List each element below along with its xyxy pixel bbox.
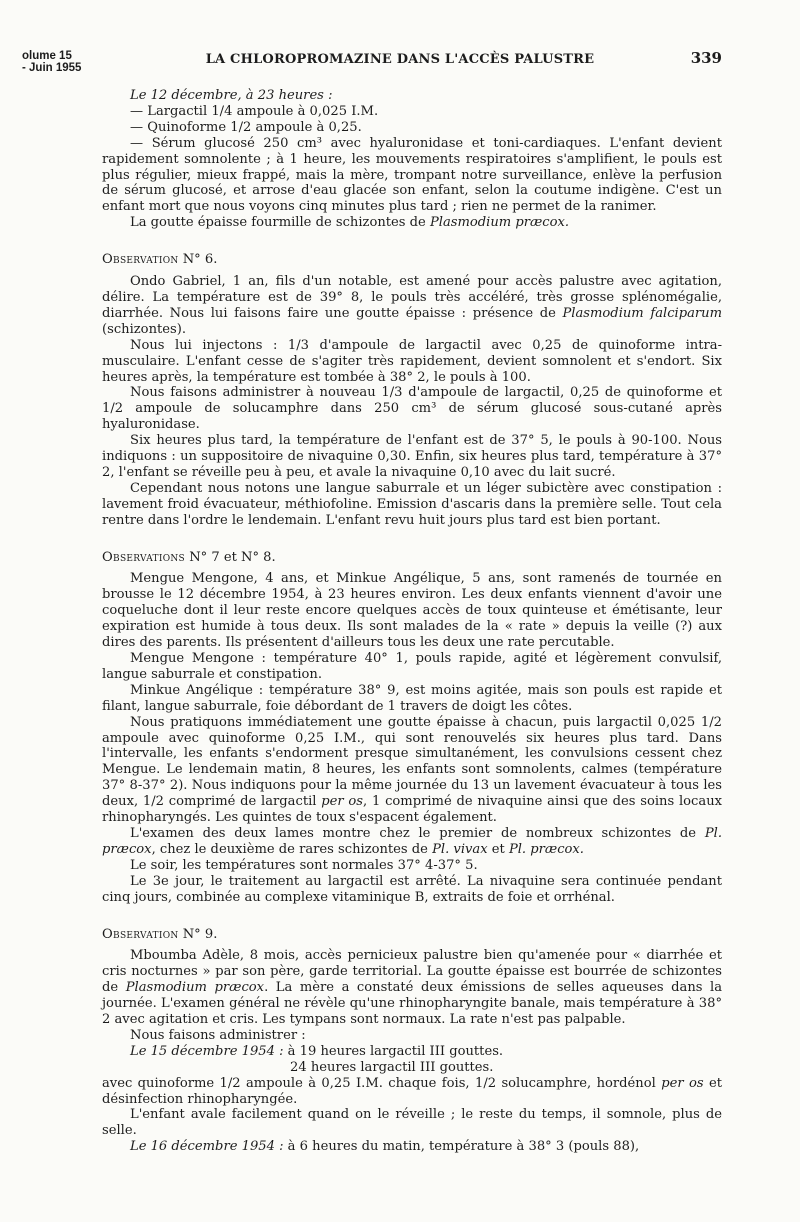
treatment-item: — Quinoforme 1/2 ampoule à 0,25.	[130, 119, 362, 135]
treatment-item: — Sérum glucosé 250 cm³ avec hyaluronidase et toni-cardiaques. L'enfant devient rapidement somnolente ; à 1 heure, les mouvements respiratoires s'amplifient, le pouls est plus régulier, mieux frappé, mais la mère, trompant notre surveillance, enlève la perfusion de sérum glucosé, et arrose d'eau glacée son enfant, selon la coutume indigène. C'est un enfant mort que nous voyons cinq minutes plus tard ; rien ne permet de la ranimer.	[102, 135, 722, 215]
paragraph: Mengue Mengone : température 40° 1, pouls rapide, agité et légèrement convulsif, langue saburrale et constipation.	[102, 651, 722, 682]
dose-line: Le 15 décembre 1954 : à 19 heures largactil III gouttes.	[130, 1043, 504, 1059]
observation-heading: Observation N° 9.	[102, 926, 218, 942]
paragraph: L'enfant avale facilement quand on le réveille ; le reste du temps, il somnole, plus de selle.	[102, 1107, 722, 1139]
paragraph: Mengue Mengone, 4 ans, et Minkue Angélique, 5 ans, sont ramenés de tournée en brousse le 12 décembre 1954, à 23 heures environ. Les deux enfants viennent d'avoir une coqueluche dont il leur reste encore quelques accès de toux quinteuse et émétisante, leur expiration est humide à tous deux. Ils sont malades de la « rate » depuis la veille (?) aux dires des parents. Ils présentent d'ailleurs tous les deux une rate percutable.	[102, 571, 722, 651]
species-name: Pl. præcox	[102, 825, 722, 857]
species-name: Pl. vivax	[432, 841, 488, 857]
paragraph: Six heures plus tard, la température de l'enfant est de 37° 5, le pouls à 90-100. Nous indiquons : un suppositoire de nivaquine 0,30. Enfin, six heures plus tard, température à 37° 2, l'enfant se réveille peu à peu, et avale la nivaquine 0,10 avec du lait sucré.	[102, 433, 722, 480]
date-line: Le 12 décembre, à 23 heures :	[130, 88, 333, 103]
paragraph: L'examen des deux lames montre chez le premier de nombreux schizontes de Pl. præcox, chez le deuxième de rares schizontes de Pl. vivax et Pl. præcox.	[102, 825, 722, 857]
paragraph: avec quinoforme 1/2 ampoule à 0,25 I.M. chaque fois, 1/2 solucamphre, hordénol per os et désinfection rhinopharyngée.	[102, 1075, 722, 1107]
paragraph: Le soir, les températures sont normales 37° 4-37° 5.	[130, 857, 478, 873]
paragraph: Nous lui injectons : 1/3 d'ampoule de largactil avec 0,25 de quinoforme intra-musculaire. L'enfant cesse de s'agiter très rapidement, devient somnolent et s'endort. Six heures après, la température est tombée à 38° 2, le pouls à 100.	[102, 337, 722, 385]
species-name: Plasmodium præcox	[125, 980, 265, 996]
observation-heading: Observation N° 6.	[102, 252, 218, 268]
species-name: Plasmodium præcox.	[429, 215, 570, 231]
paragraph: Le 3e jour, le traitement au largactil est arrêté. La nivaquine sera continuée pendant cinq jours, combinée au complexe vitaminique B, extraits de foie et orrhénal.	[102, 873, 722, 905]
paragraph: La goutte épaisse fourmille de schizontes de Plasmodium præcox.	[130, 215, 570, 231]
paragraph: Nous faisons administrer à nouveau 1/3 d'ampoule de largactil, 0,25 de quinoforme et 1/2 ampoule de solucamphre dans 250 cm³ de sérum glucosé sous-cutané après hyaluronidase.	[102, 385, 722, 433]
dose-line: 24 heures largactil III gouttes.	[290, 1059, 494, 1075]
paragraph: Nous faisons administrer :	[130, 1027, 306, 1043]
paragraph: Ondo Gabriel, 1 an, fils d'un notable, est amené pour accès palustre avec agitation, délire. La température est de 39° 8, le pouls très accéléré, très grosse splénomégalie, diarrhée. Nous lui faisons faire une goutte épaisse : présence de Plasmodium falciparum (schizontes).	[102, 274, 723, 337]
running-title: LA CHLOROPROMAZINE DANS L'ACCÈS PALUSTRE	[205, 52, 595, 67]
paragraph: Minkue Angélique : température 38° 9, est moins agitée, mais son pouls est rapide et filant, langue saburrale, foie débordant de 1 travers de doigt les côtes.	[102, 682, 722, 714]
page-number: 339	[690, 49, 722, 67]
observation-heading: Observations N° 7 et N° 8.	[102, 549, 276, 565]
paragraph: Mboumba Adèle, 8 mois, accès pernicieux palustre bien qu'amenée pour « diarrhée et cris nocturnes » par son père, garde territorial. La goutte épaisse est bourrée de schizontes de Plasmodium præcox. La mère a constaté deux émissions de selles aqueuses dans la journée. L'examen général ne révèle qu'une rhinopharyngite banale, mais température à 38° 2 avec agitation et cris. Les tympans sont normaux. La rate n'est pas palpable.	[102, 948, 723, 1028]
article-body	[102, 88, 722, 1155]
paragraph: Nous pratiquons immédiatement une goutte épaisse à chacun, puis largactil 0,025 1/2 ampoule avec quinoforme 0,25 I.M., qui sont renouvelés six heures plus tard. Dans l'intervalle, les enfants s'endorment presque simultanément, les convulsions cessent chez Mengue. Le lendemain matin, 8 heures, les enfants sont somnolents, calmes (température 37° 8-37° 2). Nous indiquons pour la même journée du 13 un lavement évacuateur à tous les deux, 1/2 comprimé de largactil per os, 1 comprimé de nivaquine ainsi que des soins locaux rhinopharyngés. Les quintes de toux s'espacent également.	[102, 714, 723, 826]
species-name: Plasmodium falciparum	[562, 305, 723, 321]
paragraph: Cependant nous notons une langue saburrale et un léger subictère avec constipation : lavement froid évacuateur, méthiofoline. Emission d'ascaris dans la première selle. Tout cela rentre dans l'ordre le lendemain. L'enfant revu huit jours plus tard est bien portant.	[102, 480, 722, 528]
species-name: Pl. præcox.	[508, 841, 584, 857]
paragraph: Le 16 décembre 1954 : à 6 heures du matin, température à 38° 3 (pouls 88),	[130, 1139, 640, 1155]
page-header	[0, 0, 800, 80]
treatment-item: — Largactil 1/4 ampoule à 0,025 I.M.	[130, 103, 379, 119]
volume-number: olume 15	[22, 50, 72, 62]
issue-date: - Juin 1955	[22, 62, 82, 74]
